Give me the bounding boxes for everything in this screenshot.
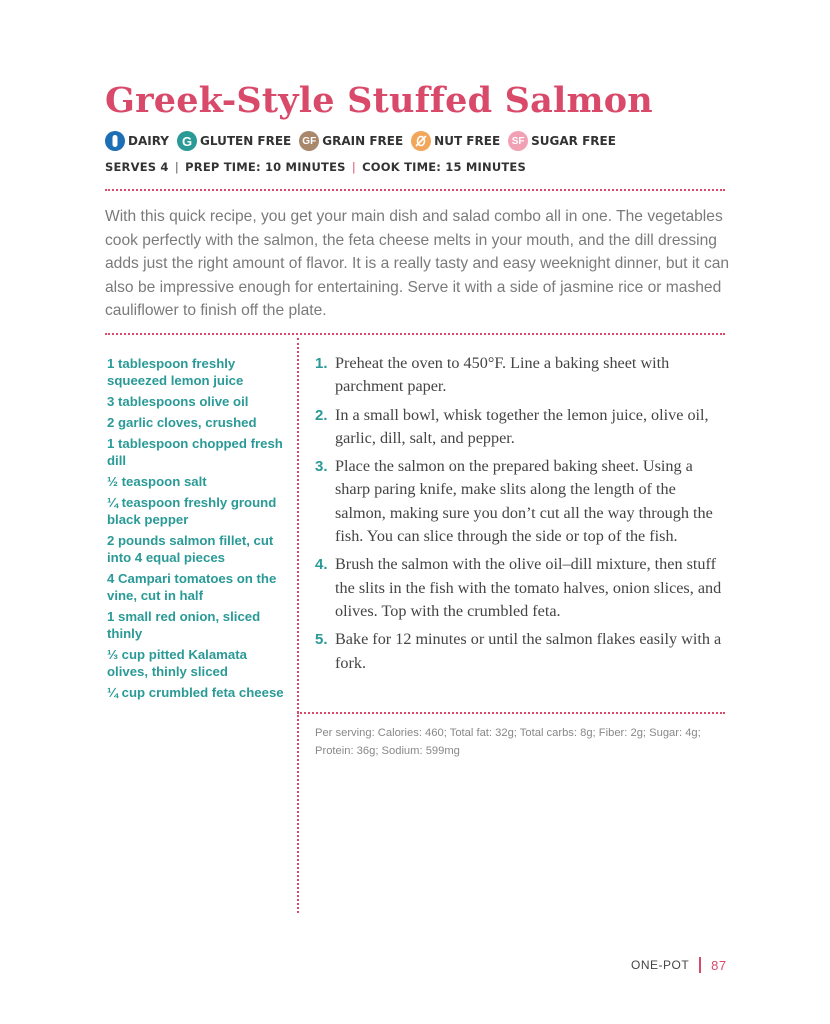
gluten-free-icon: G (177, 131, 197, 151)
badge-label: GRAIN FREE (322, 134, 404, 148)
recipe-meta (105, 160, 526, 174)
instruction-step (315, 352, 727, 399)
badge-sugar-free (508, 131, 616, 151)
prep-time: PREP TIME: 10 MINUTES (185, 160, 346, 174)
column-divider (297, 338, 299, 913)
step-number: 1. (315, 355, 328, 372)
ingredient-item: 1 tablespoon freshly squeezed lemon juice (107, 356, 244, 388)
meta-separator: | (174, 160, 179, 174)
divider-top (105, 189, 725, 191)
cook-time: COOK TIME: 15 MINUTES (362, 160, 526, 174)
step-text: In a small bowl, whisk together the lemon juice, olive oil, garlic, dill, salt, and pepper. (335, 405, 709, 447)
badge-dairy (105, 131, 169, 151)
divider-nutrition (297, 712, 725, 714)
meta-separator: | (351, 160, 356, 174)
step-text: Bake for 12 minutes or until the salmon flakes easily with a fork. (335, 630, 722, 672)
ingredient-item: ½ teaspoon salt (107, 474, 207, 489)
badge-grain-free (299, 131, 403, 151)
ingredient-item: 2 pounds salmon fillet, cut into 4 equal pieces (107, 533, 274, 565)
badge-label: NUT FREE (434, 134, 501, 148)
badge-label: DAIRY (128, 134, 169, 148)
instruction-step (315, 628, 727, 675)
step-number: 2. (315, 406, 328, 424)
step-number: 5. (315, 631, 328, 649)
badge-nut-free (411, 131, 500, 151)
step-text: Brush the salmon with the olive oil–dill mixture, then stuff the slits in the fish with the tomato halves, onion slices, and olives. Top with the crumbled feta. (335, 555, 722, 620)
grain-free-icon: GF (299, 131, 319, 151)
section-name: ONE-POT (631, 958, 690, 972)
ingredient-item: 1 tablespoon chopped fresh dill (107, 436, 283, 468)
page-number: 87 (711, 957, 727, 973)
instruction-step (315, 404, 727, 451)
recipe-intro: With this quick recipe, you get your main dish and salad combo all in one. The vegetables cook perfectly with the salmon, the feta cheese melts in your mouth, and the dill dressing adds just the right amount of flavor. It is a really tasty and easy weeknight dinner, but it can also be impressive enough for entertaining. Serve it with a side of jasmine rice or mashed cauliflower to finish off the plate. (105, 208, 730, 319)
recipe-title: Greek-Style Stuffed Salmon (105, 80, 653, 121)
step-number: 4. (315, 556, 328, 574)
ingredient-item: ¼ teaspoon freshly ground black pepper (107, 495, 277, 527)
sugar-free-icon: SF (508, 131, 528, 151)
badge-label: SUGAR FREE (531, 134, 616, 148)
divider-middle (105, 333, 725, 335)
ingredient-item: 4 Campari tomatoes on the vine, cut in half (107, 571, 277, 603)
step-text: Preheat the oven to 450°F. Line a baking sheet with parchment paper. (335, 354, 670, 396)
badge-label: GLUTEN FREE (200, 134, 292, 148)
instruction-steps (315, 352, 727, 680)
ingredient-item: ¼ cup crumbled feta cheese (107, 685, 284, 700)
step-number: 3. (315, 458, 328, 476)
nutrition-info: Per serving: Calories: 460; Total fat: 32g; Total carbs: 8g; Fiber: 2g; Sugar: 4g; Protein: 36g; Sodium: 599mg (315, 727, 701, 757)
step-text: Place the salmon on the prepared baking sheet. Using a sharp paring knife, make slits along the length of the salmon, making sure you don’t cut all the way through the fish. You can slice through the side or top of the fish. (335, 457, 713, 546)
instruction-step (315, 455, 727, 548)
page-footer (631, 957, 727, 973)
ingredient-item: 3 tablespoons olive oil (107, 394, 249, 409)
ingredient-list (107, 355, 287, 705)
instruction-step (315, 553, 727, 623)
serves: SERVES 4 (105, 160, 169, 174)
badge-gluten-free (177, 131, 291, 151)
ingredient-item: ⅓ cup pitted Kalamata olives, thinly sliced (107, 647, 247, 679)
ingredient-item: 2 garlic cloves, crushed (107, 415, 257, 430)
diet-badges (105, 131, 618, 151)
footer-divider (699, 957, 701, 973)
nut-free-icon (411, 131, 431, 151)
dairy-icon (105, 131, 125, 151)
ingredient-item: 1 small red onion, sliced thinly (107, 609, 261, 641)
